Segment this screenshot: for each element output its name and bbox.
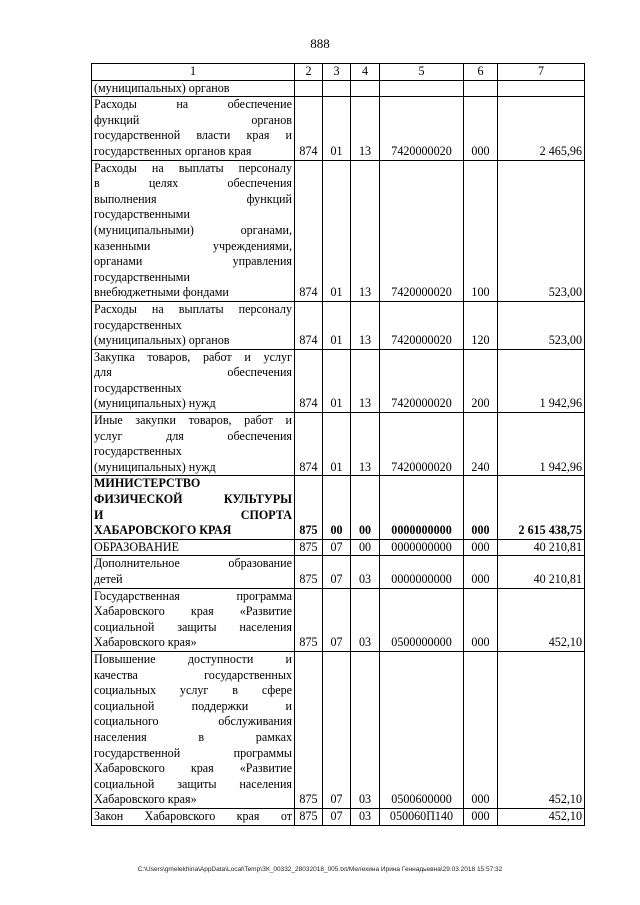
expense-type-cell: 000	[464, 808, 498, 825]
section-cell: 01	[323, 160, 351, 301]
amount-cell: 2 465,96	[498, 97, 585, 160]
row-name-line: Хабаровского края»	[94, 635, 197, 650]
admin-code-cell: 874	[295, 301, 323, 349]
row-name-line: Расходы на обеспечение	[94, 97, 292, 112]
header-cell: 6	[464, 64, 498, 81]
row-name-line: социального обслуживания	[94, 714, 292, 729]
budget-table	[91, 63, 585, 826]
subsection-cell: 13	[351, 160, 380, 301]
row-name-line: ОБРАЗОВАНИЕ	[94, 539, 179, 554]
row-name-line: Расходы на выплаты персоналу	[94, 301, 292, 316]
section-cell: 01	[323, 413, 351, 476]
amount-cell: 452,10	[498, 808, 585, 825]
header-cell: 5	[380, 64, 464, 81]
row-name-cell	[92, 301, 295, 349]
row-name-line: качества государственных	[94, 667, 292, 682]
file-path-footer: C:\Users\gmelekhina\AppData\Local\Temp\ЗК_00332_28032018_005.txt/Мелехина Ирина Геннадьевна\29.03.2018 15:57:32	[137, 866, 503, 873]
row-name-line: для обеспечения	[94, 365, 292, 380]
section-cell: 07	[323, 808, 351, 825]
header-cell: 2	[295, 64, 323, 81]
amount-cell: 1 942,96	[498, 413, 585, 476]
row-name-line: социальной поддержки и	[94, 698, 292, 713]
row-name-line: государственными	[94, 269, 190, 284]
admin-code-cell: 874	[295, 160, 323, 301]
expense-type-cell: 000	[464, 97, 498, 160]
row-name-line: Хабаровского края «Развитие	[94, 604, 292, 619]
row-name-line: государственными	[94, 207, 190, 222]
table-row	[92, 651, 585, 808]
subsection-cell: 13	[351, 349, 380, 412]
header-cell: 7	[498, 64, 585, 81]
table-row	[92, 349, 585, 412]
row-name-line: Хабаровского края «Развитие	[94, 761, 292, 776]
table-row	[92, 97, 585, 160]
amount-cell: 523,00	[498, 301, 585, 349]
target-article-cell: 0500600000	[380, 651, 464, 808]
table-row	[92, 808, 585, 825]
expense-type-cell	[464, 80, 498, 97]
row-name-cell	[92, 80, 295, 97]
row-name-line: (муниципальных) нужд	[94, 459, 216, 474]
expense-type-cell: 100	[464, 160, 498, 301]
table-row	[92, 588, 585, 651]
section-cell: 07	[323, 651, 351, 808]
section-cell: 01	[323, 349, 351, 412]
row-name-cell	[92, 651, 295, 808]
target-article-cell: 7420000020	[380, 160, 464, 301]
row-name-line: государственных	[94, 380, 182, 395]
row-name-line: государственных органов края	[94, 143, 252, 158]
amount-cell: 452,10	[498, 651, 585, 808]
row-name-line: детей	[94, 572, 123, 586]
admin-code-cell: 875	[295, 556, 323, 588]
row-name-cell	[92, 413, 295, 476]
target-article-cell: 0000000000	[380, 556, 464, 588]
row-name-line: Государственная программа	[94, 588, 292, 603]
admin-code-cell: 874	[295, 413, 323, 476]
admin-code-cell: 875	[295, 808, 323, 825]
subsection-cell: 03	[351, 651, 380, 808]
table-header-row	[92, 64, 585, 81]
section-cell: 00	[323, 476, 351, 539]
row-name-line: (муниципальных) органов	[94, 80, 230, 95]
subsection-cell	[351, 80, 380, 97]
expense-type-cell: 000	[464, 556, 498, 588]
table-row	[92, 476, 585, 539]
row-name-line: Хабаровского края»	[94, 792, 197, 807]
row-name-line: Повышение доступности и	[94, 651, 292, 666]
subsection-cell: 13	[351, 301, 380, 349]
row-name-line: государственных	[94, 444, 182, 459]
subsection-cell: 13	[351, 413, 380, 476]
amount-cell: 523,00	[498, 160, 585, 301]
row-name-cell	[92, 160, 295, 301]
row-name-line: (муниципальных) нужд	[94, 396, 216, 411]
row-name-line: И СПОРТА	[94, 507, 292, 522]
row-name-line: (муниципальных) органов	[94, 333, 230, 348]
section-cell: 07	[323, 588, 351, 651]
row-name-line: Закон Хабаровского края от	[94, 808, 292, 823]
expense-type-cell: 240	[464, 413, 498, 476]
row-name-cell	[92, 808, 295, 825]
amount-cell: 452,10	[498, 588, 585, 651]
expense-type-cell: 000	[464, 476, 498, 539]
amount-cell: 1 942,96	[498, 349, 585, 412]
amount-cell: 40 210,81	[498, 539, 585, 556]
admin-code-cell: 874	[295, 97, 323, 160]
expense-type-cell: 120	[464, 301, 498, 349]
row-name-cell	[92, 476, 295, 539]
header-cell: 4	[351, 64, 380, 81]
row-name-line: населения в рамках	[94, 729, 292, 744]
admin-code-cell: 875	[295, 588, 323, 651]
row-name-line: государственных	[94, 317, 182, 332]
subsection-cell: 00	[351, 476, 380, 539]
table-row	[92, 413, 585, 476]
row-name-line: Закупка товаров, работ и услуг	[94, 349, 292, 364]
target-article-cell: 7420000020	[380, 413, 464, 476]
subsection-cell: 00	[351, 539, 380, 556]
section-cell: 01	[323, 97, 351, 160]
subsection-cell: 03	[351, 556, 380, 588]
header-cell: 1	[92, 64, 295, 81]
section-cell: 07	[323, 556, 351, 588]
section-cell: 01	[323, 301, 351, 349]
row-name-line: Дополнительное образование	[94, 556, 292, 571]
amount-cell: 40 210,81	[498, 556, 585, 588]
row-name-line: внебюджетными фондами	[94, 285, 229, 300]
target-article-cell	[380, 80, 464, 97]
row-name-line: выполнения функций	[94, 191, 292, 206]
row-name-line: услуг для обеспечения	[94, 428, 292, 443]
admin-code-cell: 875	[295, 476, 323, 539]
section-cell: 07	[323, 539, 351, 556]
row-name-cell	[92, 97, 295, 160]
row-name-line: Иные закупки товаров, работ и	[94, 413, 292, 428]
row-name-cell	[92, 539, 295, 556]
target-article-cell: 0000000000	[380, 476, 464, 539]
row-name-cell	[92, 556, 295, 588]
target-article-cell: 7420000020	[380, 301, 464, 349]
row-name-line: социальной защиты населения	[94, 619, 292, 634]
expense-type-cell: 000	[464, 651, 498, 808]
target-article-cell: 0000000000	[380, 539, 464, 556]
row-name-line: органами управления	[94, 254, 292, 269]
amount-cell: 2 615 438,75	[498, 476, 585, 539]
subsection-cell: 03	[351, 588, 380, 651]
admin-code-cell	[295, 80, 323, 97]
row-name-line: ХАБАРОВСКОГО КРАЯ	[94, 523, 232, 538]
row-name-line: Расходы на выплаты персоналу	[94, 160, 292, 175]
page-number: 888	[310, 36, 330, 51]
row-name-line: МИНИСТЕРСТВО	[94, 476, 201, 491]
row-name-line: государственной власти края и	[94, 128, 292, 143]
expense-type-cell: 200	[464, 349, 498, 412]
row-name-line: (муниципальными) органами,	[94, 222, 292, 237]
target-article-cell: 7420000020	[380, 97, 464, 160]
table-row	[92, 301, 585, 349]
section-cell	[323, 80, 351, 97]
target-article-cell: 7420000020	[380, 349, 464, 412]
row-name-line: социальной защиты населения	[94, 776, 292, 791]
table-row	[92, 160, 585, 301]
row-name-line: социальных услуг в сфере	[94, 683, 292, 698]
row-name-line: государственной программы	[94, 745, 292, 760]
target-article-cell: 050060П140	[380, 808, 464, 825]
subsection-cell: 13	[351, 97, 380, 160]
row-name-line: в целях обеспечения	[94, 176, 292, 191]
amount-cell	[498, 80, 585, 97]
target-article-cell: 0500000000	[380, 588, 464, 651]
admin-code-cell: 875	[295, 651, 323, 808]
subsection-cell: 03	[351, 808, 380, 825]
table-row	[92, 80, 585, 97]
table-row	[92, 556, 585, 588]
expense-type-cell: 000	[464, 539, 498, 556]
row-name-line: казенными учреждениями,	[94, 238, 292, 253]
admin-code-cell: 874	[295, 349, 323, 412]
header-cell: 3	[323, 64, 351, 81]
row-name-cell	[92, 588, 295, 651]
row-name-line: ФИЗИЧЕСКОЙ КУЛЬТУРЫ	[94, 492, 292, 507]
admin-code-cell: 875	[295, 539, 323, 556]
table-row	[92, 539, 585, 556]
row-name-cell	[92, 349, 295, 412]
row-name-line: функций органов	[94, 112, 292, 127]
expense-type-cell: 000	[464, 588, 498, 651]
